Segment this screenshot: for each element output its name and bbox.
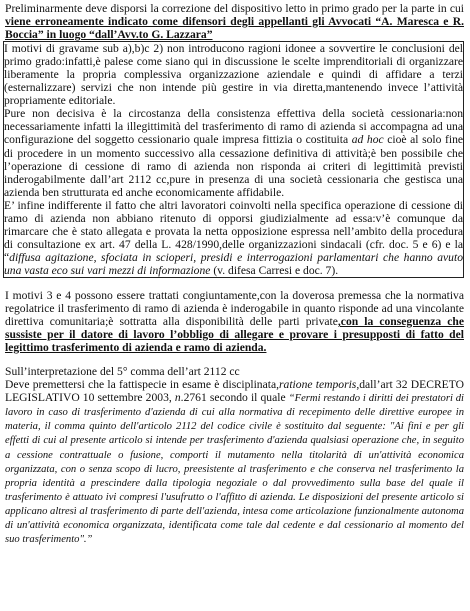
premessa-text-2: ,dall’art 32 DECRETO LEGISLATIVO 10 settembre 2003, <box>5 378 465 405</box>
spacer <box>5 354 464 365</box>
section-heading: Sull’interpretazione del 5° comma dell’art 2112 cc <box>5 365 240 379</box>
paragraph-premessa <box>5 378 464 546</box>
agitazione-quote: diffusa agitazione, sfociata in scioperi, presidi e interrogazioni parlamentari che hanno avuto una vasta eco sui vari mezzi di informazione <box>4 250 463 277</box>
ad-hoc-term: ad hoc <box>351 133 384 147</box>
indifferente-text-2: (v. difesa Carresi e doc. 7). <box>210 263 339 277</box>
paragraph-motivi-3-4 <box>5 289 464 354</box>
premessa-text-3: .2761 secondo il quale <box>180 391 289 405</box>
indifferente-text-1: E’ infine indifferente il fatto che altri lavoratori coinvolti nella specifica operazione di cessione di ramo di azienda non abbiano ritenuto di opporsi giudizialmente ad essa:v’è comunque da rimarcare che è stato allegata e provata la netta opposizione espressa nell’ambito della procedura di consultazione ex art. 47 della L. 428/1990,delle organizzazioni sindacali (cfr. doc. 5 e 6) e la “ <box>4 198 463 264</box>
paragraph-motivi-gravame: I motivi di gravame sub a),b)c 2) non introducono ragioni idonee a sovvertire le conclusioni del primo grado:infatti,è palese come siano qui in discussione le scelte imprenditoriali di organizzare liberamente la propria complessiva organizzazione aziendale e quindi di affidare a terzi (esternalizzare) servizi che non intende più gestire in via diretta,mantenendo invece l’attività propriamente editoriale. <box>4 42 463 108</box>
paragraph-indifferente <box>4 199 463 277</box>
consistenza-text-1: Pure non decisiva è la circostanza della consistenza effettiva della società cessionaria:non necessariamente infatti la illegittimità del trasferimento di ramo di azienda si accompagna ad una configurazione del soggetto cessionario quale impresa fittizia o costituita <box>4 107 463 147</box>
paragraph-correction <box>5 2 464 41</box>
statute-quote: “Fermi restando i diritti dei prestatori di lavoro in caso di trasferimento d'azienda di cui alla normativa di recepimento delle direttive europee in materia, il comma quinto dell'articolo 2112 del codice civile è sostituito dal seguente: "Ai fini e per gli effetti di cui al presente articolo si intende per trasferimento d'azienda qualsiasi operazione che, in seguito a cessione contrattuale o fusione, comporti il mutamento nella titolarità di un'attività economica organizzata, con o senza scopo di lucro, preesistente al trasferimento e che conserva nel trasferimento la propria identità a prescindere dalla tipologia negoziale o dal provvedimento sulla base del quale il trasferimento è attuato ivi compresi l'usufrutto o l'affitto di azienda. Le disposizioni del presente articolo si applicano altresì al trasferimento di parte dell'azienda, intesa come articolazione funzionalmente autonoma di un'attività economica organizzata, identificata come tale dal cedente e dal cessionario al momento del suo trasferimento".” <box>5 393 464 545</box>
n-abbrev: n <box>174 391 181 405</box>
correction-intro: Preliminarmente deve disporsi la correzione del dispositivo letto in primo grado per la parte in cui <box>5 2 464 15</box>
paragraph-consistenza <box>4 107 463 198</box>
spacer <box>5 278 464 289</box>
motivi-text: I motivi 3 e 4 possono essere trattati congiuntamente,con la doverosa premessa che la normativa regolatrice il trasferimento di ramo di azienda è inderogabile in quanto risponde ad una vincolante direttiva comunitaria;è sottratta alla disponibilità delle parti private <box>5 288 464 329</box>
boxed-section <box>3 41 464 278</box>
motivi-highlight: ,con la conseguenza che sussiste per il datore di lavoro l’obbligo di allegare e provare i presupposti di fatto del legittimo trasferimento di azienda e ramo di azienda. <box>5 315 465 355</box>
ratione-temporis-term: ratione temporis <box>279 378 357 392</box>
consistenza-text-2: cioè al solo fine di procedere in un momento successivo alla cessazione definitiva di attività;è ben possibile che l’operazione di cessione di ramo di azienda non risponda ai criteri di legittimità previsti inderogabilmente dall’art 2112 cc,pure in presenza di una società cessionaria che gestisca una azienda ben strutturata ed anche economicamente affidabile. <box>4 133 464 199</box>
correction-highlight: viene erroneamente indicato come difensori degli appellanti gli Avvocati “A. Maresca e R. Boccia” in luogo “dall’Avv.to G. Lazzara” <box>5 15 464 42</box>
premessa-text-1: Deve premettersi che la fattispecie in esame è disciplinata, <box>5 378 280 392</box>
